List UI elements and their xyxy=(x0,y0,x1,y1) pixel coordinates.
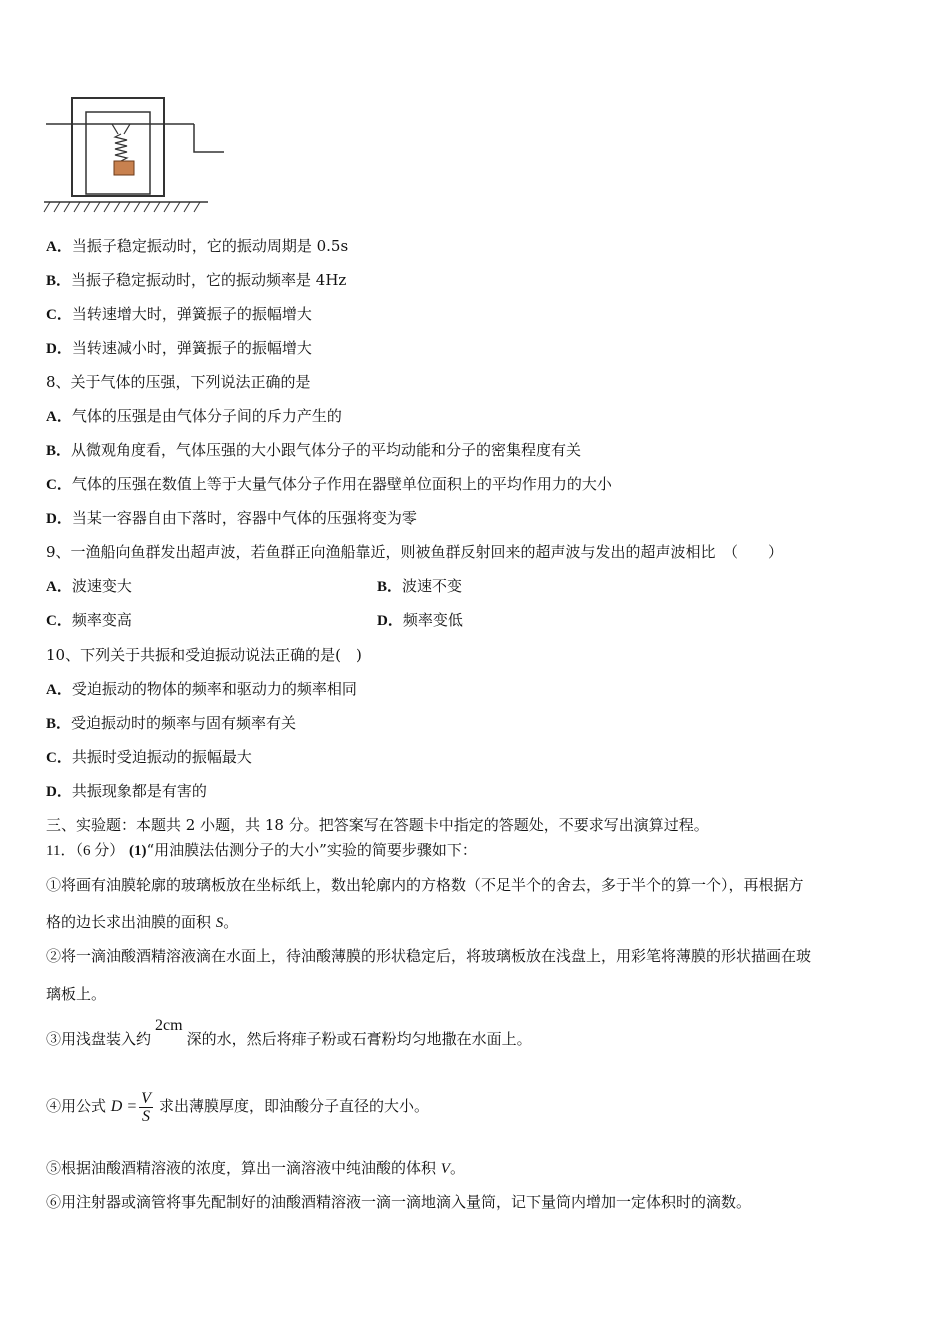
q8-option-a: A．气体的压强是由气体分子间的斥力产生的 xyxy=(46,407,342,425)
section-3-heading: 三、实验题：本题共 2 小题，共 18 分。把答案写在答题卡中指定的答题处，不要求写出演算过程。 xyxy=(46,816,709,834)
q8-option-b: B．从微观角度看，气体压强的大小跟气体分子的平均动能和分子的密集程度有关 xyxy=(46,441,582,459)
spring-oscillator-figure xyxy=(42,94,232,219)
q10-option-b: B．受迫振动时的频率与固有频率有关 xyxy=(46,714,297,732)
q11-step2-line1: ②将一滴油酸酒精溶液滴在水面上，待油酸薄膜的形状稳定后，将玻璃板放在浅盘上，用彩笔将薄膜的形状描画在玻 xyxy=(46,947,812,965)
q7-option-a: A．当振子稳定振动时，它的振动周期是 0.5s xyxy=(46,237,349,255)
q9-option-b: B．波速不变 xyxy=(377,577,463,595)
q9-option-a: A．波速变大 xyxy=(46,577,132,595)
q11-step2-line2: 璃板上。 xyxy=(46,985,107,1003)
q10-stem: 10、下列关于共振和受迫振动说法正确的是( ) xyxy=(46,646,362,664)
q10-option-a: A．受迫振动的物体的频率和驱动力的频率相同 xyxy=(46,680,357,698)
q7-option-d: D．当转速减小时，弹簧振子的振幅增大 xyxy=(46,339,312,357)
q10-option-d: D．共振现象都是有害的 xyxy=(46,782,207,800)
q11-stem: 11．（6 分） (1)“用油膜法估测分子的大小”实验的简要步骤如下： xyxy=(46,841,477,859)
spring xyxy=(115,134,127,161)
q7-option-b: B．当振子稳定振动时，它的振动频率是 4Hz xyxy=(46,271,347,289)
q9-option-d: D．频率变低 xyxy=(377,611,463,629)
q11-step1-line2: 格的边长求出油膜的面积 S。 xyxy=(46,913,239,931)
q10-option-c: C．共振时受迫振动的振幅最大 xyxy=(46,748,252,766)
q11-step1-line1: ①将画有油膜轮廓的玻璃板放在坐标纸上，数出轮廓内的方格数（不足半个的舍去，多于半个的算一个），再根据方 xyxy=(46,876,804,894)
q11-step4: ④用公式 D = $\frac{V}{S}$ 求出薄膜厚度，即油酸分子直径的大小。 xyxy=(46,1089,429,1125)
q8-option-d: D．当某一容器自由下落时，容器中气体的压强将变为零 xyxy=(46,509,417,527)
q8-option-c: C．气体的压强在数值上等于大量气体分子作用在器壁单位面积上的平均作用力的大小 xyxy=(46,475,612,493)
depth-value: 2cm xyxy=(155,1017,183,1034)
q7-option-c: C．当转速增大时，弹簧振子的振幅增大 xyxy=(46,305,312,323)
q11-step5: ⑤根据油酸酒精溶液的浓度，算出一滴溶液中纯油酸的体积 V。 xyxy=(46,1159,465,1177)
q11-step6: ⑥用注射器或滴管将事先配制好的油酸酒精溶液一滴一滴地滴入量筒，记下量筒内增加一定体积时的滴数。 xyxy=(46,1193,752,1211)
diameter-formula: D = $\frac{V}{S}$ xyxy=(110,1089,151,1125)
q9-option-c: C．频率变高 xyxy=(46,611,132,629)
q8-stem: 8、关于气体的压强，下列说法正确的是 xyxy=(46,373,311,391)
q11-step3: ③用浅盘装入约2cm深的水，然后将痱子粉或石膏粉均匀地撒在水面上。 xyxy=(46,1017,532,1048)
mass-block xyxy=(114,161,134,175)
ground-hatching xyxy=(44,202,200,212)
crank-handle xyxy=(194,124,224,152)
q9-stem: 9、一渔船向鱼群发出超声波，若鱼群正向渔船靠近，则被鱼群反射回来的超声波与发出的超声波相比 （ ） xyxy=(46,543,784,561)
